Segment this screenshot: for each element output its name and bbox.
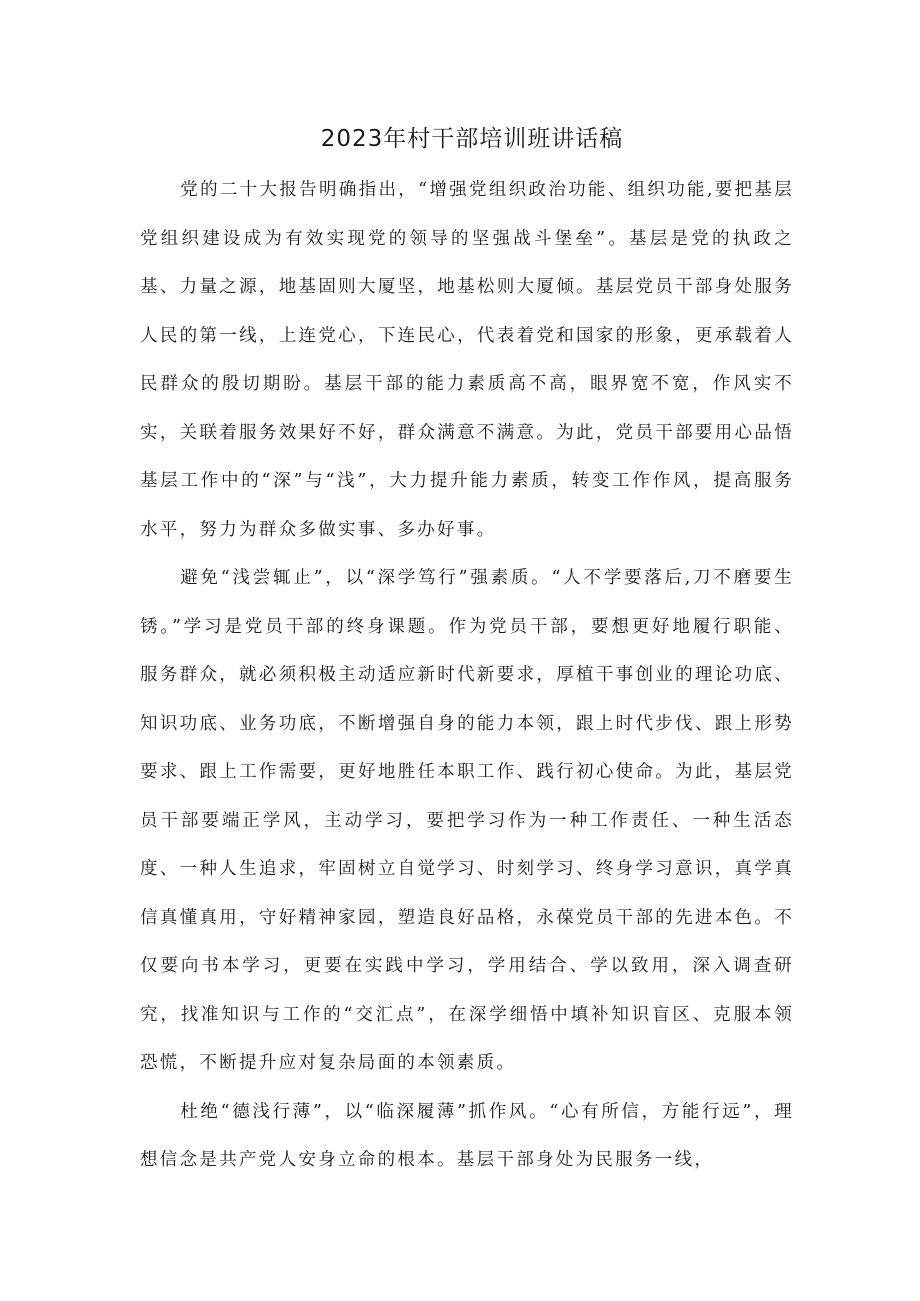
document-title: 2023年村干部培训班讲话稿 bbox=[320, 126, 624, 152]
paragraph-conduct: 杜绝“德浅行薄”，以“临深履薄”抓作风。“心有所信，方能行远”，理想信念是共产党人安身立命的根本。基层干部身处为民服务一线， bbox=[140, 1101, 794, 1170]
document-body bbox=[140, 166, 794, 1185]
paragraph-study: 避免“浅尝辄止”，以“深学笃行”强素质。“人不学要落后,刀不磨要生锈。”学习是党员干部的终身课题。作为党员干部，要想更好地履行职能、服务群众，就必须积极主动适应新时代新要求，厚植干事创业的理论功底、知识功底、业务功底，不断增强自身的能力本领，跟上时代步伐、跟上形势要求、跟上工作需要，更好地胜任本职工作、践行初心使命。为此，基层党员干部要端正学风，主动学习，要把学习作为一种工作责任、一种生活态度、一种人生追求，牢固树立自觉学习、时刻学习、终身学习意识，真学真信真懂真用，守好精神家园，塑造良好品格，永葆党员干部的先进本色。不仅要向书本学习，更要在实践中学习，学用结合、学以致用，深入调查研究，找准知识与工作的“交汇点”，在深学细悟中填补知识盲区、克服本领恐慌，不断提升应对复杂局面的本领素质。 bbox=[140, 568, 794, 1073]
paragraph-intro: 党的二十大报告明确指出，“增强党组织政治功能、组织功能,要把基层党组织建设成为有效实现党的领导的坚强战斗堡垒”。基层是党的执政之基、力量之源，地基固则大厦坚，地基松则大厦倾。基层党员干部身处服务人民的第一线，上连党心，下连民心，代表着党和国家的形象，更承载着人民群众的殷切期盼。基层干部的能力素质高不高，眼界宽不宽，作风实不实，关联着服务效果好不好，群众满意不满意。为此，党员干部要用心品悟基层工作中的“深”与“浅”，大力提升能力素质，转变工作作风，提高服务水平，努力为群众多做实事、多办好事。 bbox=[140, 180, 794, 540]
